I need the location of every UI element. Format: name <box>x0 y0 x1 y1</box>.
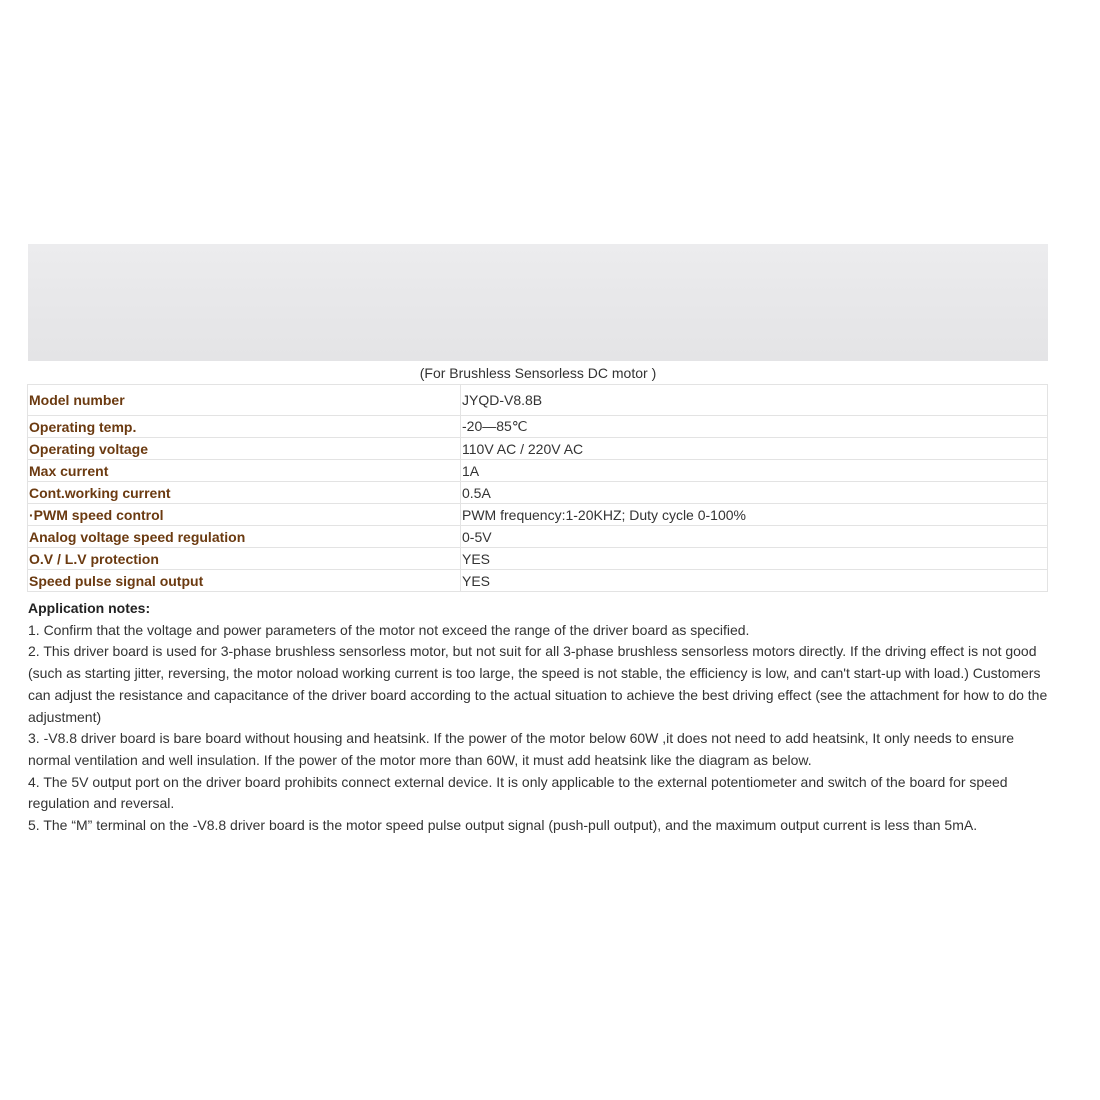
spec-value: 1A <box>461 460 1048 482</box>
spec-table <box>27 384 1048 592</box>
spec-value: JYQD-V8.8B <box>461 385 1048 416</box>
application-notes <box>28 598 1053 837</box>
table-caption <box>28 364 1048 382</box>
note-item: 5. The “M” terminal on the -V8.8 driver board is the motor speed pulse output signal (push-pull output), and the maximum output current is less than 5mA. <box>28 817 978 834</box>
note-item: 3. -V8.8 driver board is bare board without housing and heatsink. If the power of the motor below 60W ,it does not need to add heatsink, It only needs to ensure normal ventilation and well insulation. If the power of the motor more than 60W, it must add heatsink like the diagram as below. <box>28 730 1015 768</box>
spec-key: Speed pulse signal output <box>28 570 461 592</box>
table-row <box>28 385 1048 416</box>
table-row <box>28 570 1048 592</box>
spec-value: YES <box>461 570 1048 592</box>
table-row <box>28 504 1048 526</box>
table-row <box>28 548 1048 570</box>
table-caption-text: (For Brushless Sensorless DC motor ) <box>419 365 657 381</box>
spec-value: PWM frequency:1-20KHZ; Duty cycle 0-100% <box>461 504 1048 526</box>
spec-value: YES <box>461 548 1048 570</box>
spec-key: Operating voltage <box>28 438 461 460</box>
table-row <box>28 526 1048 548</box>
table-row <box>28 438 1048 460</box>
spec-key: Cont.working current <box>28 482 461 504</box>
spec-key: Model number <box>28 385 461 416</box>
spec-value: 110V AC / 220V AC <box>461 438 1048 460</box>
note-item: 2. This driver board is used for 3-phase brushless sensorless motor, but not suit for all 3-phase brushless sensorless motors directly. If the driving effect is not good (such as starting jitter, reversing, the motor noload working current is too large, the speed is not stable, the efficiency is low, and can't start-up with load.) Customers can adjust the resistance and capacitance of the driver board according to the actual situation to achieve the best driving effect (see the attachment for how to do the adjustment) <box>28 643 1048 725</box>
product-image-banner <box>28 244 1048 361</box>
table-row <box>28 482 1048 504</box>
note-item: 1. Confirm that the voltage and power parameters of the motor not exceed the range of the driver board as specified. <box>28 621 750 638</box>
spec-value: -20—85℃ <box>461 416 1048 438</box>
spec-value: 0.5A <box>461 482 1048 504</box>
spec-table-body <box>28 385 1048 592</box>
spec-key: O.V / L.V protection <box>28 548 461 570</box>
note-item: 4. The 5V output port on the driver board prohibits connect external device. It is only applicable to the external potentiometer and switch of the board for speed regulation and reversal. <box>28 773 1008 812</box>
spec-key: ·PWM speed control <box>28 504 461 526</box>
spec-key: Analog voltage speed regulation <box>28 526 461 548</box>
notes-heading: Application notes: <box>28 600 151 616</box>
table-row <box>28 416 1048 438</box>
spec-key: Max current <box>28 460 461 482</box>
spec-value: 0-5V <box>461 526 1048 548</box>
table-row <box>28 460 1048 482</box>
spec-key: Operating temp. <box>28 416 461 438</box>
